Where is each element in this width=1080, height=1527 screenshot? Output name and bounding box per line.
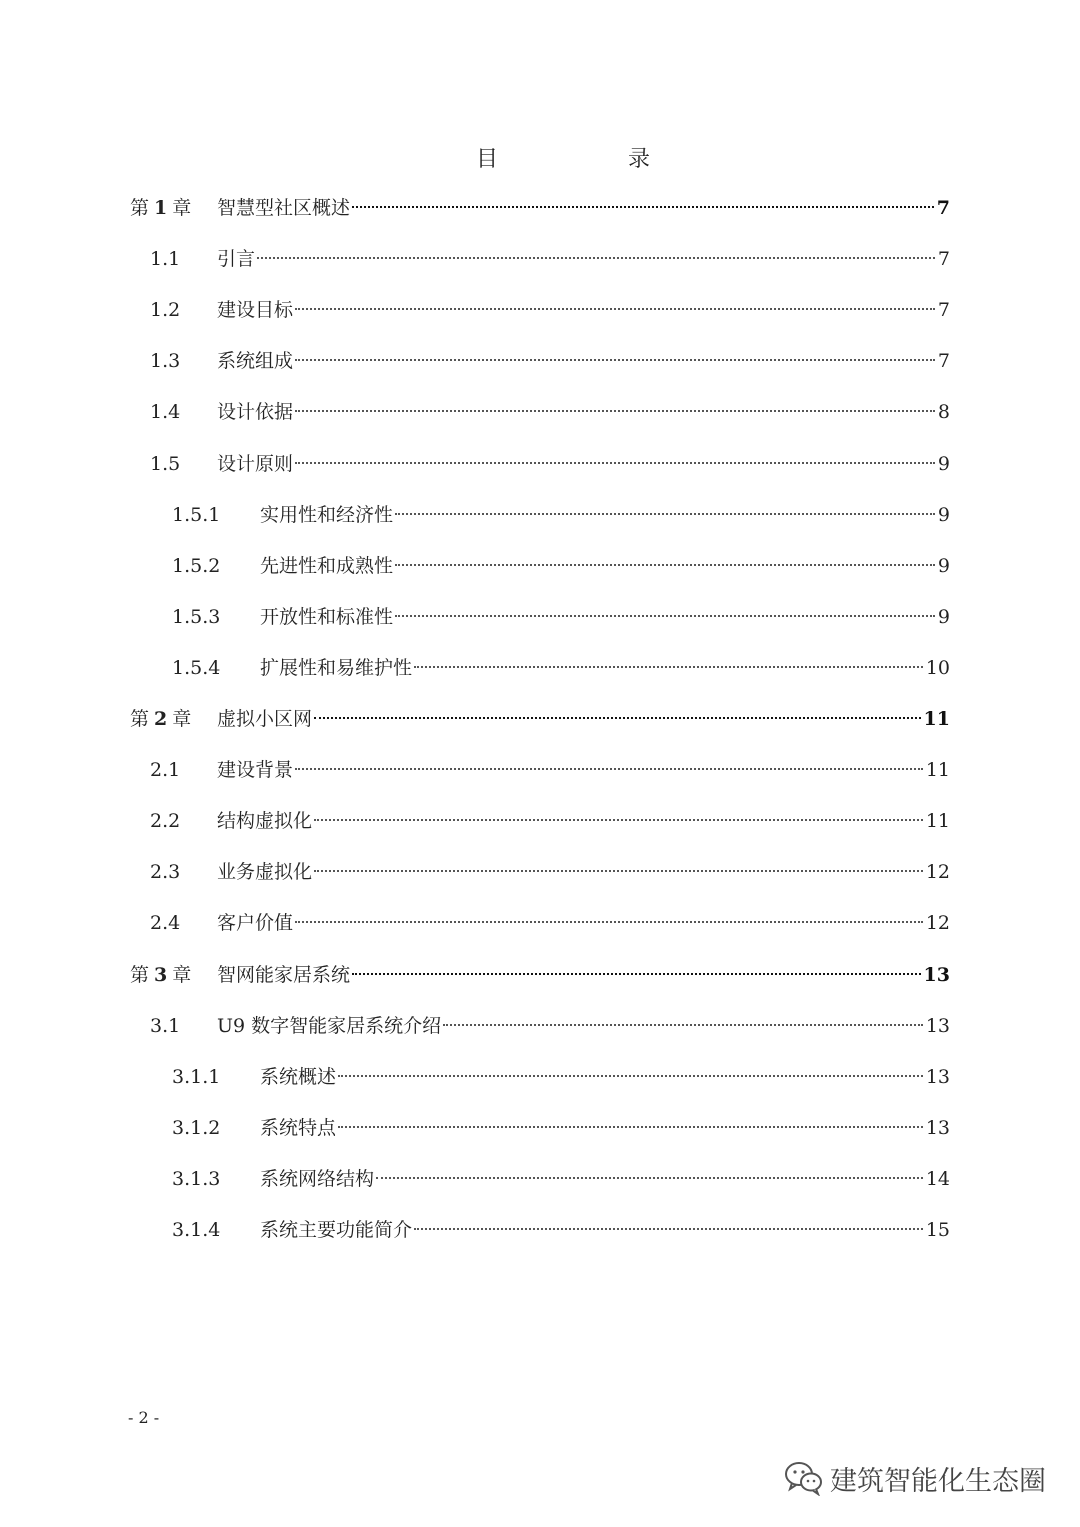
toc-entry-line: [217, 1006, 950, 1046]
toc-entry[interactable]: [0, 188, 1080, 228]
toc-page-number: 8: [937, 401, 950, 424]
toc-section-number: 1.5.4: [172, 656, 221, 679]
toc-page-number: 15: [925, 1219, 950, 1241]
toc-entry-title: 系统组成: [217, 350, 294, 373]
toc-chapter-number: 3: [154, 963, 168, 986]
toc-entry-title: 实用性和经济性: [260, 503, 394, 526]
toc-page-number: 13: [925, 1116, 950, 1139]
toc-entry-line: [217, 699, 950, 739]
toc-page-number: 10: [925, 656, 950, 679]
toc-section-number: 1.2: [150, 299, 181, 322]
toc-entry[interactable]: [0, 239, 1080, 279]
toc-entry[interactable]: [0, 546, 1080, 586]
toc-entry-title: 系统网络结构: [260, 1167, 375, 1190]
toc-entry[interactable]: [0, 1006, 1080, 1046]
toc-chapter-label: [130, 955, 191, 995]
toc-section-number: 1.3: [150, 350, 181, 373]
toc-dot-leader: [314, 870, 923, 872]
toc-entry-title: 扩展性和易维护性: [260, 656, 413, 679]
toc-section-number: 3.1: [150, 1014, 181, 1037]
toc-entry[interactable]: [0, 801, 1080, 841]
toc-chapter-number: 1: [154, 197, 168, 219]
toc-entry-title: 系统特点: [260, 1116, 337, 1139]
toc-entry-line: [217, 290, 950, 330]
toc-section-number: 2.4: [150, 912, 181, 935]
toc-entry-title: 系统主要功能简介: [260, 1219, 413, 1241]
toc-entry-line: [217, 801, 950, 841]
watermark-text: 建筑智能化生态圈: [830, 1465, 1046, 1497]
toc-section-number: 1.5: [150, 452, 181, 475]
toc-entry-line: [260, 495, 950, 535]
toc-section-number: 1.5.3: [172, 605, 221, 628]
toc-entry[interactable]: [0, 903, 1080, 943]
toc-page-number: 7: [937, 248, 950, 271]
toc-entry-title: 业务虚拟化: [217, 861, 313, 884]
toc-title-char-1: 目: [476, 147, 499, 172]
toc-chapter-prefix: 第: [130, 708, 150, 730]
toc-entry-title: 客户价值: [217, 912, 294, 935]
toc-page-number: 12: [925, 912, 950, 935]
toc-entry[interactable]: [0, 444, 1080, 484]
toc-dot-leader: [314, 717, 921, 719]
toc-entry[interactable]: [0, 1057, 1080, 1097]
toc-entry[interactable]: [0, 341, 1080, 381]
toc-chapter-number: 2: [154, 708, 168, 730]
toc-entry-title: 智网能家居系统: [217, 963, 351, 986]
toc-chapter-suffix: 章: [172, 197, 192, 219]
toc-dot-leader: [414, 1228, 923, 1230]
toc-page-number: 13: [925, 1065, 950, 1088]
toc-entry-line: [217, 188, 950, 228]
toc-section-number: 1.1: [150, 248, 181, 271]
toc-dot-leader: [338, 1075, 923, 1077]
toc-dot-leader: [295, 462, 935, 464]
toc-section-number: 3.1.1: [172, 1065, 221, 1088]
toc-entry-title: 建设背景: [217, 759, 294, 782]
toc-entry[interactable]: [0, 597, 1080, 637]
toc-section-number: 1.5.1: [172, 503, 221, 526]
toc-dot-leader: [257, 257, 935, 259]
toc-entry-title: 结构虚拟化: [217, 810, 313, 833]
toc-entry-title: 系统概述: [260, 1065, 337, 1088]
watermark: [784, 1458, 1046, 1498]
toc-page-number: 9: [937, 503, 950, 526]
toc-dot-leader: [414, 666, 923, 668]
toc-entry[interactable]: [0, 750, 1080, 790]
toc-title: [0, 138, 1080, 174]
toc-section-number: 1.4: [150, 401, 181, 424]
toc-chapter-label: [130, 188, 191, 228]
toc-entry-title: 先进性和成熟性: [260, 554, 394, 577]
toc-entry[interactable]: [0, 1159, 1080, 1199]
toc-entry-title: 建设目标: [217, 299, 294, 322]
toc-dot-leader: [443, 1024, 923, 1026]
toc-entry-line: [217, 750, 950, 790]
toc-entry-line: [260, 546, 950, 586]
toc-chapter-suffix: 章: [172, 963, 192, 986]
toc-dot-leader: [352, 973, 921, 975]
toc-dot-leader: [338, 1126, 923, 1128]
toc-section-number: 2.3: [150, 861, 181, 884]
toc-entry[interactable]: [0, 699, 1080, 739]
toc-chapter-suffix: 章: [172, 708, 192, 730]
toc-entry-line: [217, 239, 950, 279]
toc-entry[interactable]: [0, 852, 1080, 892]
toc-entry[interactable]: [0, 955, 1080, 995]
toc-dot-leader: [295, 359, 935, 361]
toc-chapter-prefix: 第: [130, 963, 150, 986]
toc-page-number: 14: [925, 1167, 950, 1190]
toc-page-number: 11: [925, 759, 950, 782]
toc-page-number: 7: [937, 299, 950, 322]
toc-entry-line: [260, 1159, 950, 1199]
toc-entry-line: [260, 597, 950, 637]
toc-entry-line: [217, 852, 950, 892]
toc-dot-leader: [395, 615, 935, 617]
toc-page-number: 11: [925, 810, 950, 833]
toc-entry[interactable]: [0, 648, 1080, 688]
toc-entry-title: 设计原则: [217, 452, 294, 475]
toc-dot-leader: [314, 819, 923, 821]
toc-entry-title: U9 数字智能家居系统介绍: [217, 1014, 442, 1037]
toc-entry[interactable]: [0, 495, 1080, 535]
toc-dot-leader: [352, 206, 934, 208]
toc-page-number: 9: [937, 605, 950, 628]
toc-section-number: 2.2: [150, 810, 181, 833]
toc-entry-line: [260, 648, 950, 688]
toc-section-number: 2.1: [150, 759, 181, 782]
toc-entry-line: [217, 903, 950, 943]
toc-entry[interactable]: [0, 290, 1080, 330]
toc-chapter-prefix: 第: [130, 197, 150, 219]
toc-entry-line: [217, 392, 950, 432]
toc-dot-leader: [295, 308, 935, 310]
toc-entry-title: 设计依据: [217, 401, 294, 424]
toc-page-number: 13: [923, 963, 950, 986]
toc-page-number: 12: [925, 861, 950, 884]
toc-dot-leader: [376, 1177, 923, 1179]
toc-entry-line: [260, 1057, 950, 1097]
toc-entry-title: 虚拟小区网: [217, 708, 313, 730]
toc-entry-title: 开放性和标准性: [260, 605, 394, 628]
toc-entry-line: [217, 955, 950, 995]
toc-page-number: 9: [937, 452, 950, 475]
footer-page-number: - 2 -: [128, 1408, 160, 1427]
toc-entry-title: 引言: [217, 248, 256, 271]
toc-entry[interactable]: [0, 1108, 1080, 1148]
wechat-icon: [784, 1460, 824, 1496]
toc-page-number: 7: [936, 197, 950, 219]
toc-dot-leader: [295, 921, 923, 923]
toc-page-number: 7: [937, 350, 950, 373]
toc-entry[interactable]: [0, 392, 1080, 432]
toc-entry[interactable]: [0, 1210, 1080, 1250]
toc-section-number: 3.1.4: [172, 1219, 221, 1241]
toc-dot-leader: [295, 768, 923, 770]
toc-dot-leader: [295, 410, 935, 412]
toc-entry-line: [260, 1210, 950, 1250]
toc-dot-leader: [395, 564, 935, 566]
toc-entry-line: [260, 1108, 950, 1148]
toc-entry-title: 智慧型社区概述: [217, 197, 351, 219]
toc-page-number: 9: [937, 554, 950, 577]
toc-chapter-label: [130, 699, 191, 739]
toc-entry-line: [217, 341, 950, 381]
toc-dot-leader: [395, 513, 935, 515]
toc-title-char-2: 录: [628, 147, 651, 172]
toc-section-number: 3.1.3: [172, 1167, 221, 1190]
toc-section-number: 3.1.2: [172, 1116, 221, 1139]
toc-section-number: 1.5.2: [172, 554, 221, 577]
toc-page-number: 11: [923, 708, 950, 730]
toc-page-number: 13: [925, 1014, 950, 1037]
toc-entry-line: [217, 444, 950, 484]
